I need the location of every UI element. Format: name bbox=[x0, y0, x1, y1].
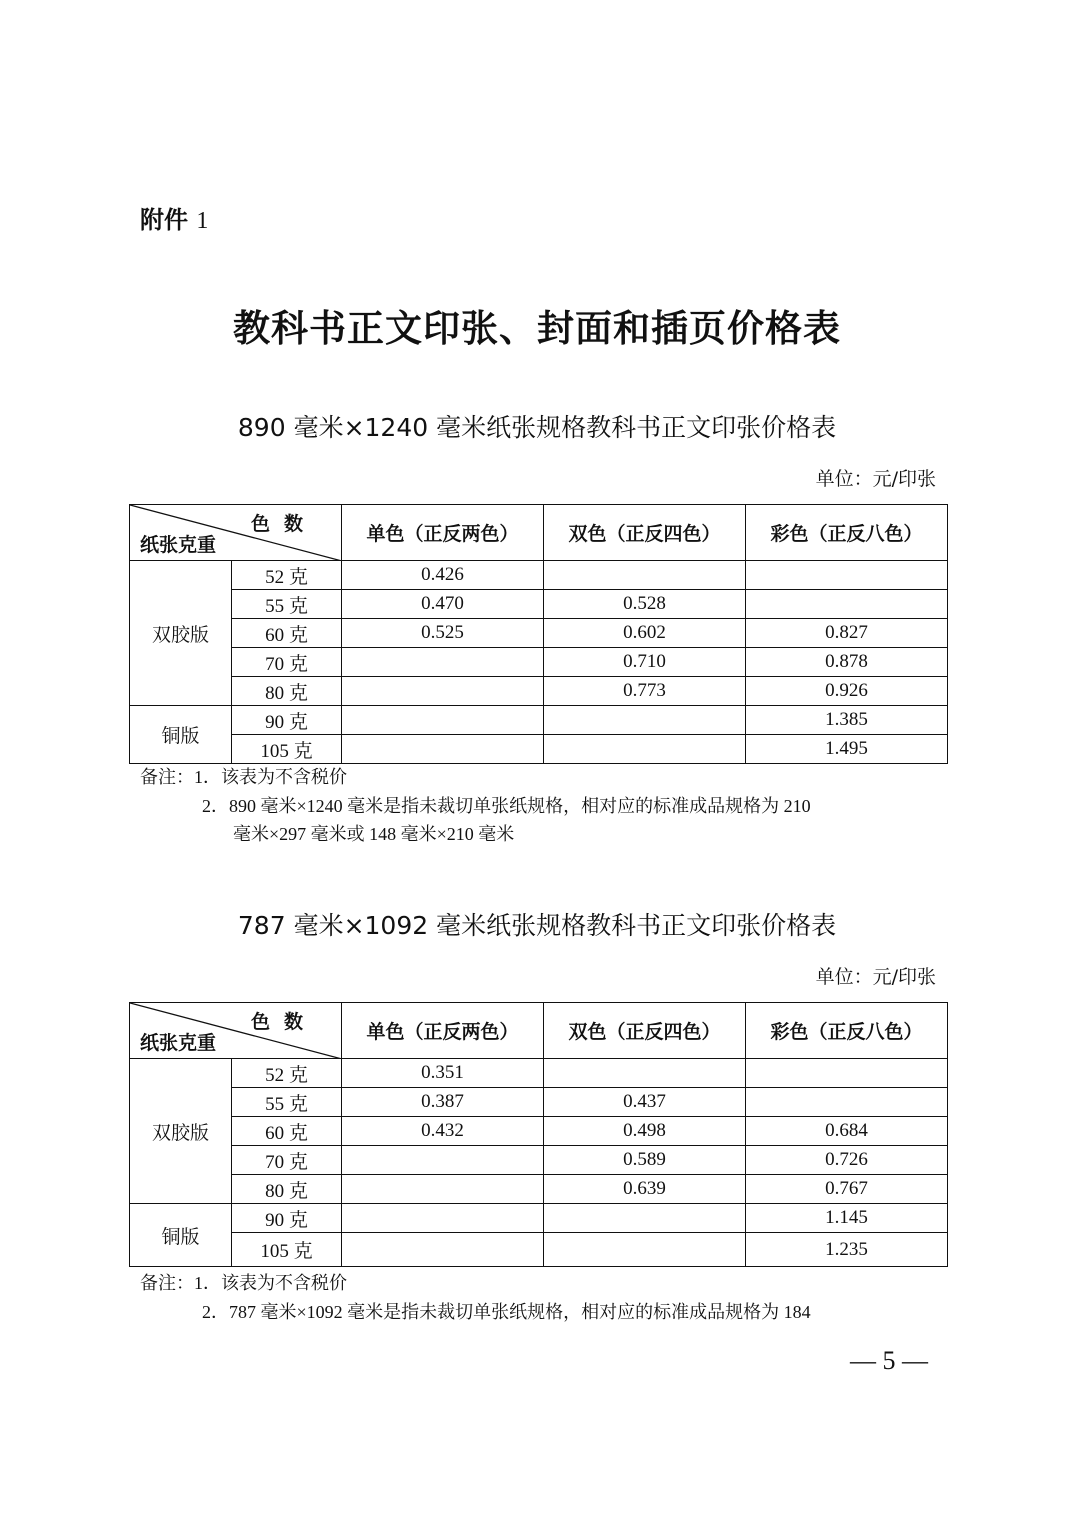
double-color-price: 0.710 bbox=[544, 648, 746, 677]
full-color-price bbox=[746, 1059, 948, 1088]
single-color-price bbox=[342, 648, 544, 677]
table-2-title: 787 毫米×1092 毫米纸张规格教科书正文印张价格表 bbox=[237, 911, 837, 940]
column-header-color: 彩色（正反八色） bbox=[746, 505, 948, 561]
full-color-price: 0.926 bbox=[746, 677, 948, 706]
double-color-price bbox=[544, 1204, 746, 1233]
table-1-note-3: 毫米×297 毫米或 148 毫米×210 毫米 bbox=[233, 824, 515, 844]
single-color-price: 0.470 bbox=[342, 590, 544, 619]
price-table-890x1240 bbox=[129, 504, 948, 764]
attachment-label bbox=[140, 200, 208, 235]
table-row bbox=[130, 1233, 948, 1267]
table-row bbox=[130, 735, 948, 764]
table-row bbox=[130, 1059, 948, 1088]
double-color-price: 0.498 bbox=[544, 1117, 746, 1146]
column-header-single: 单色（正反两色） bbox=[342, 505, 544, 561]
paper-type-cell: 铜版 bbox=[130, 1204, 232, 1267]
double-color-price bbox=[544, 561, 746, 590]
full-color-price bbox=[746, 1088, 948, 1117]
table-row bbox=[130, 1146, 948, 1175]
single-color-price bbox=[342, 677, 544, 706]
weight-cell: 52 克 bbox=[232, 561, 342, 590]
double-color-price bbox=[544, 1059, 746, 1088]
weight-cell: 105 克 bbox=[232, 1233, 342, 1267]
table-row bbox=[130, 561, 948, 590]
full-color-price: 0.767 bbox=[746, 1175, 948, 1204]
full-color-price bbox=[746, 590, 948, 619]
weight-cell: 90 克 bbox=[232, 1204, 342, 1233]
column-header-single: 单色（正反两色） bbox=[342, 1003, 544, 1059]
weight-cell: 60 克 bbox=[232, 1117, 342, 1146]
weight-cell: 55 克 bbox=[232, 1088, 342, 1117]
full-color-price: 0.878 bbox=[746, 648, 948, 677]
full-color-price: 1.235 bbox=[746, 1233, 948, 1267]
table-row bbox=[130, 1204, 948, 1233]
single-color-price: 0.525 bbox=[342, 619, 544, 648]
corner-cell bbox=[130, 1003, 342, 1059]
table-row bbox=[130, 590, 948, 619]
weight-cell: 60 克 bbox=[232, 619, 342, 648]
full-color-price: 1.495 bbox=[746, 735, 948, 764]
full-color-price: 0.684 bbox=[746, 1117, 948, 1146]
full-color-price: 1.145 bbox=[746, 1204, 948, 1233]
table-1-unit: 单位：元/印张 bbox=[815, 468, 936, 490]
weight-cell: 52 克 bbox=[232, 1059, 342, 1088]
full-color-price: 1.385 bbox=[746, 706, 948, 735]
double-color-price: 0.437 bbox=[544, 1088, 746, 1117]
single-color-price: 0.432 bbox=[342, 1117, 544, 1146]
double-color-price bbox=[544, 1233, 746, 1267]
corner-top-label: 色数 bbox=[250, 513, 317, 535]
weight-cell: 70 克 bbox=[232, 648, 342, 677]
double-color-price bbox=[544, 735, 746, 764]
paper-type-cell: 铜版 bbox=[130, 706, 232, 764]
double-color-price: 0.589 bbox=[544, 1146, 746, 1175]
column-header-double: 双色（正反四色） bbox=[544, 505, 746, 561]
page-title: 教科书正文印张、封面和插页价格表 bbox=[233, 307, 841, 350]
double-color-price: 0.773 bbox=[544, 677, 746, 706]
table-row bbox=[130, 1088, 948, 1117]
single-color-price bbox=[342, 735, 544, 764]
paper-type-cell: 双胶版 bbox=[130, 561, 232, 706]
table-2-note-2: 2．787 毫米×1092 毫米是指未裁切单张纸规格，相对应的标准成品规格为 184 bbox=[202, 1302, 811, 1322]
paper-type-cell: 双胶版 bbox=[130, 1059, 232, 1204]
double-color-price: 0.602 bbox=[544, 619, 746, 648]
single-color-price bbox=[342, 1204, 544, 1233]
table-row bbox=[130, 1175, 948, 1204]
attachment-text: 附件 bbox=[140, 206, 188, 234]
table-2-unit: 单位：元/印张 bbox=[815, 966, 936, 988]
attachment-number: 1 bbox=[196, 208, 209, 234]
double-color-price: 0.528 bbox=[544, 590, 746, 619]
table-row bbox=[130, 1117, 948, 1146]
double-color-price bbox=[544, 706, 746, 735]
single-color-price: 0.426 bbox=[342, 561, 544, 590]
single-color-price: 0.351 bbox=[342, 1059, 544, 1088]
price-table-787x1092 bbox=[129, 1002, 948, 1267]
weight-cell: 55 克 bbox=[232, 590, 342, 619]
single-color-price bbox=[342, 1146, 544, 1175]
corner-cell bbox=[130, 505, 342, 561]
single-color-price: 0.387 bbox=[342, 1088, 544, 1117]
single-color-price bbox=[342, 1175, 544, 1204]
full-color-price: 0.827 bbox=[746, 619, 948, 648]
corner-top-label: 色数 bbox=[250, 1011, 317, 1033]
table-row bbox=[130, 619, 948, 648]
table-1-note-2: 2．890 毫米×1240 毫米是指未裁切单张纸规格，相对应的标准成品规格为 210 bbox=[202, 796, 811, 816]
page-number: — 5 — bbox=[850, 1346, 928, 1375]
weight-cell: 105 克 bbox=[232, 735, 342, 764]
corner-bottom-label: 纸张克重 bbox=[140, 534, 217, 556]
full-color-price: 0.726 bbox=[746, 1146, 948, 1175]
table-1-title: 890 毫米×1240 毫米纸张规格教科书正文印张价格表 bbox=[237, 413, 837, 442]
weight-cell: 80 克 bbox=[232, 677, 342, 706]
full-color-price bbox=[746, 561, 948, 590]
column-header-double: 双色（正反四色） bbox=[544, 1003, 746, 1059]
weight-cell: 70 克 bbox=[232, 1146, 342, 1175]
table-1-note-1: 备注：1．该表为不含税价 bbox=[140, 767, 347, 787]
single-color-price bbox=[342, 1233, 544, 1267]
corner-bottom-label: 纸张克重 bbox=[140, 1032, 217, 1054]
column-header-color: 彩色（正反八色） bbox=[746, 1003, 948, 1059]
weight-cell: 90 克 bbox=[232, 706, 342, 735]
table-2-note-1: 备注：1．该表为不含税价 bbox=[140, 1273, 347, 1293]
table-row bbox=[130, 677, 948, 706]
table-row bbox=[130, 648, 948, 677]
weight-cell: 80 克 bbox=[232, 1175, 342, 1204]
table-row bbox=[130, 706, 948, 735]
double-color-price: 0.639 bbox=[544, 1175, 746, 1204]
single-color-price bbox=[342, 706, 544, 735]
